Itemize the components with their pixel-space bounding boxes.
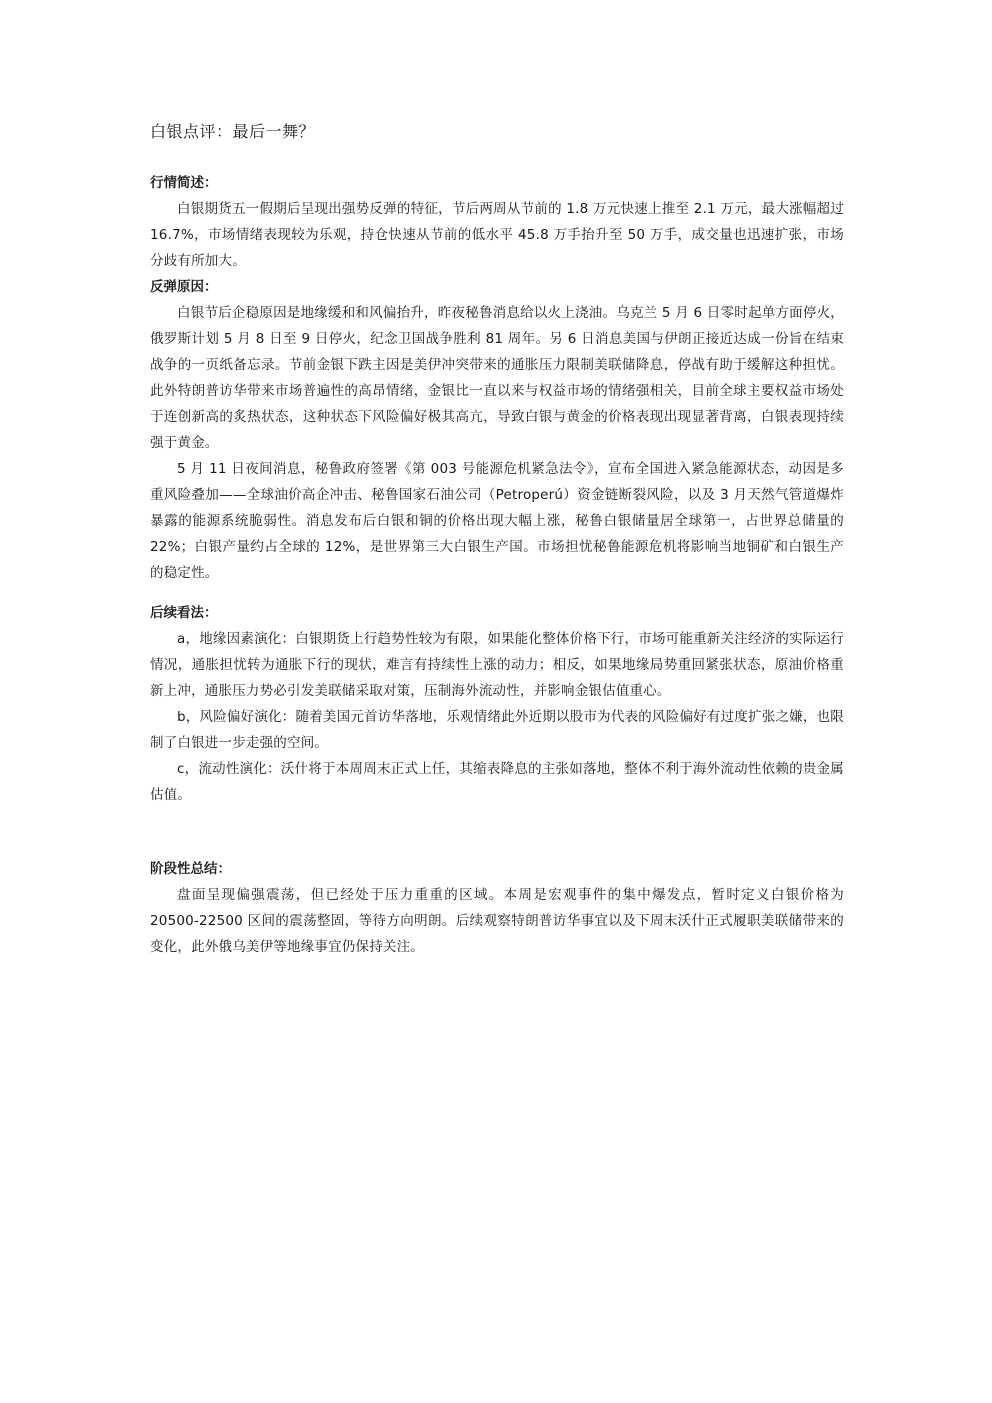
paragraph: c，流动性演化：沃什将于本周周末正式上任，其缩表降息的主张如落地，整体不利于海外流动性依赖的贵金属估值。 [150,761,844,803]
section-heading: 反弹原因： [150,279,218,295]
section-heading: 阶段性总结： [150,861,231,877]
spacer [150,808,844,856]
section-heading: 后续看法： [150,605,218,621]
section-market-overview [150,170,844,274]
paragraph: 5 月 11 日夜间消息，秘鲁政府签署《第 003 号能源危机紧急法令》，宣布全国进入紧急能源状态，动因是多重风险叠加——全球油价高企冲击、秘鲁国家石油公司（Petroperú）资金链断裂风险，以及 3 月天然气管道爆炸暴露的能源系统脆弱性。消息发布后白银和铜的价格出现大幅上涨，秘鲁白银储量居全球第一，占世界总储量的 22%；白银产量约占全球的 12%，是世界第三大白银生产国。市场担忧秘鲁能源危机将影响当地铜矿和白银生产的稳定性。 [150,461,844,581]
document-title: 白银点评：最后一舞？ [150,122,316,141]
section-outlook [150,600,844,808]
paragraph: 白银节后企稳原因是地缘缓和和风偏抬升，昨夜秘鲁消息给以火上浇油。乌克兰 5 月 6 日零时起单方面停火，俄罗斯计划 5 月 8 日至 9 日停火，纪念卫国战争胜利 81 周年。另 6 日消息美国与伊朗正接近达成一份旨在结束战争的一页纸备忘录。节前金银下跌主因是美伊冲突带来的通胀压力限制美联储降息，停战有助于缓解这种担忧。此外特朗普访华带来市场普遍性的高昂情绪，金银比一直以来与权益市场的情绪强相关，目前全球主要权益市场处于连创新高的炙热状态，这种状态下风险偏好极其高亢，导致白银与黄金的价格表现出现显著背离，白银表现持续强于黄金。 [150,305,844,451]
paragraph: b，风险偏好演化：随着美国元首访华落地，乐观情绪此外近期以股市为代表的风险偏好有过度扩张之嫌，也限制了白银进一步走强的空间。 [150,709,844,751]
document-page [150,118,844,960]
section-heading: 行情简述： [150,175,218,191]
paragraph: 盘面呈现偏强震荡，但已经处于压力重重的区域。本周是宏观事件的集中爆发点，暂时定义白银价格为 20500-22500 区间的震荡整固，等待方向明朗。后续观察特朗普访华事宜以及下周末沃什正式履职美联储带来的变化，此外俄乌美伊等地缘事宜仍保持关注。 [150,887,844,955]
section-rebound-reasons [150,274,844,586]
paragraph: a，地缘因素演化：白银期货上行趋势性较为有限，如果能化整体价格下行，市场可能重新关注经济的实际运行情况，通胀担忧转为通胀下行的现状，难言有持续性上涨的动力；相反，如果地缘局势重回紧张状态，原油价格重新上冲，通胀压力势必引发美联储采取对策，压制海外流动性，并影响金银估值重心。 [150,631,844,699]
spacer [150,586,844,600]
paragraph: 白银期货五一假期后呈现出强势反弹的特征，节后两周从节前的 1.8 万元快速上推至 2.1 万元，最大涨幅超过 16.7%，市场情绪表现较为乐观，持仓快速从节前的低水平 45.8 万手抬升至 50 万手，成交量也迅速扩张，市场分歧有所加大。 [150,201,844,269]
section-summary [150,856,844,960]
